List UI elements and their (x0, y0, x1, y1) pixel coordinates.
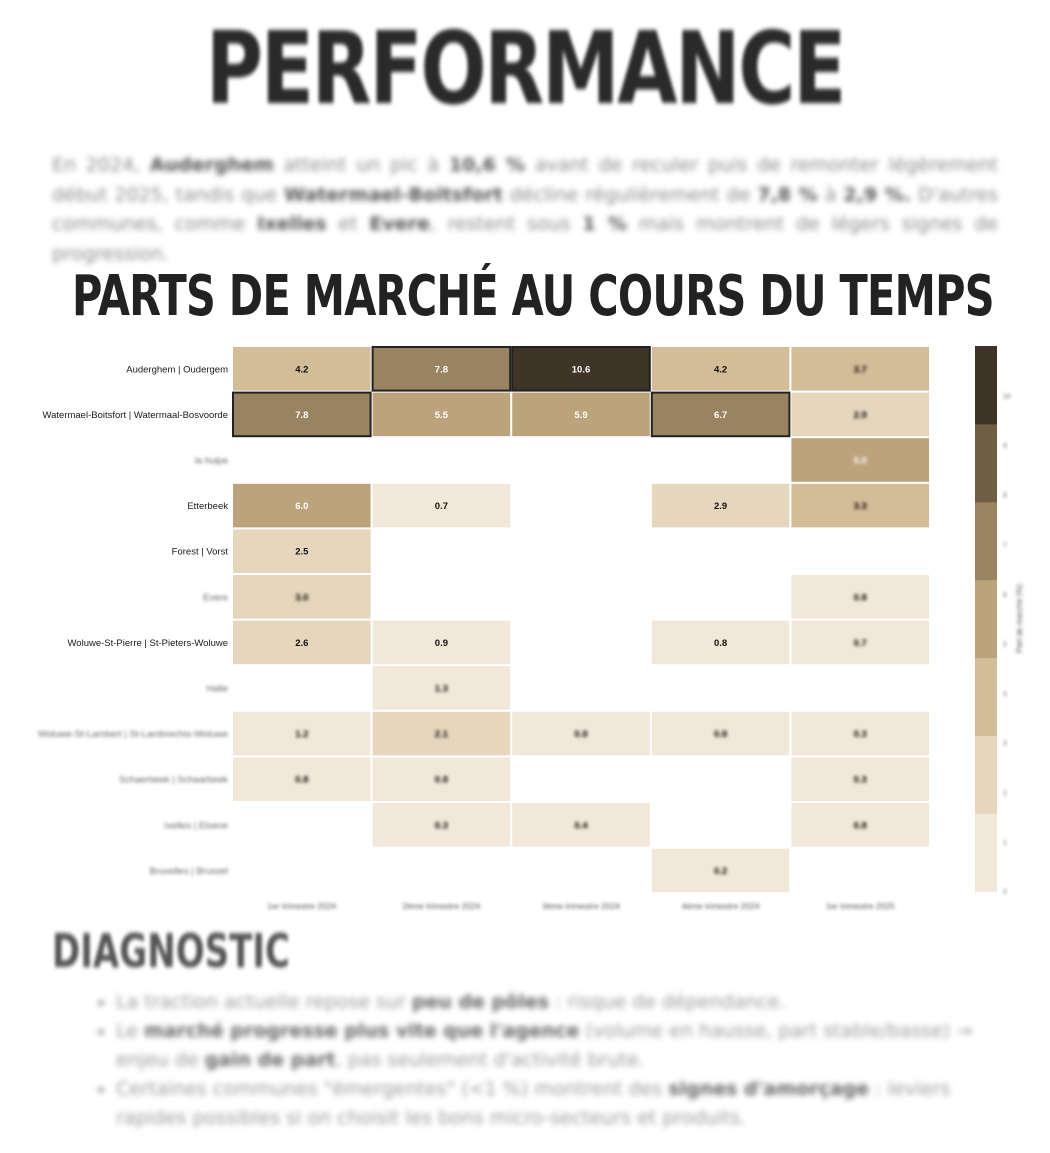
cell-value-label: 7.8 (295, 409, 309, 421)
cell-value-label: 2.9 (713, 501, 728, 513)
row-label: Watermael-Boitsfort | Watermaal-Bosvoorde (42, 409, 228, 421)
row-label: Forest | Vorst (171, 546, 228, 558)
cell-value-label: 3.3 (853, 501, 867, 513)
cell-value-label: 2.6 (295, 637, 309, 649)
diagnostic-item (116, 988, 976, 1017)
colorbar-segment (975, 813, 997, 891)
intro-run: 10,6 % (448, 154, 526, 176)
intro-run: Watermael-Boitsfort (284, 183, 503, 206)
column-label: 1er trimestre 2025 (825, 901, 895, 912)
diagnostic-run: La traction actuelle repose sur (116, 991, 412, 1013)
cell-value-label: 0.9 (434, 637, 449, 649)
cell-value-label: 4.2 (713, 364, 728, 376)
column-label: 2ème trimestre 2024 (402, 901, 481, 912)
diagnostic-run: peu de pôles (411, 991, 549, 1013)
colorbar-segment (975, 424, 997, 502)
intro-run: atteint un pic à (273, 154, 449, 176)
cell-value-label: 0.3 (853, 774, 867, 786)
diagnostic-title: DIAGNOSTIC (52, 924, 291, 978)
colorbar-label: Part de marché (%) (1015, 583, 1024, 654)
intro-run: 7,8 % (757, 183, 818, 206)
colorbar-tick-label: 10 (1003, 393, 1011, 401)
row-label: Etterbeek (187, 501, 228, 513)
colorbar-segment (975, 580, 997, 658)
row-label: Schaerbeek | Schaarbeek (118, 774, 228, 786)
cell-value-label: 0.8 (295, 774, 309, 786)
diagnostic-run: (volume en hausse, part stable/basse) → enjeu de (116, 1020, 973, 1071)
row-label: Woluwe-St-Pierre | St-Pieters-Woluwe (67, 637, 228, 649)
intro-run: Auderghem (149, 154, 274, 176)
intro-run: Evere (369, 213, 430, 235)
cell-value-label: 7.8 (434, 364, 449, 376)
diagnostic-run: : leviers rapides possibles si on choisit les bons micro-secteurs et produits. (116, 1078, 951, 1129)
colorbar-segment (975, 658, 997, 736)
colorbar-segment (975, 735, 997, 813)
colorbar-tick-label: 1 (1003, 839, 1007, 847)
cell-value-label: 0.8 (713, 729, 728, 741)
intro-run: D'autres communes, comme (52, 183, 998, 235)
diagnostic-run: signes d'amorçage (668, 1078, 870, 1100)
cell-value-label: 6.0 (295, 501, 309, 513)
colorbar-tick-label: 0 (1003, 889, 1007, 897)
intro-run: 2,9 %. (843, 183, 911, 206)
intro-run: , restent sous (429, 213, 583, 235)
intro-run: En 2024, (52, 154, 150, 176)
heatmap-chart (0, 340, 1050, 930)
colorbar-tick-label: 5 (1003, 641, 1007, 649)
cell-value-label: 0.3 (853, 729, 867, 741)
diagnostic-item (116, 1075, 976, 1133)
cell-value-label: 5.9 (574, 409, 588, 421)
colorbar-tick-label: 9 (1003, 443, 1007, 451)
column-label: 3ème trimestre 2024 (542, 901, 620, 912)
intro-run: avant de reculer puis de remonter légèrement début 2025, tandis que (52, 154, 999, 206)
diagnostic-run: , pas seulement d'activité brute. (335, 1049, 645, 1071)
intro-run: Ixelles (257, 213, 327, 235)
cell-value-label: 0.7 (434, 501, 449, 513)
intro-run: décline régulièrement de (502, 183, 758, 206)
cell-value-label: 2.9 (853, 409, 867, 421)
cell-value-label: 0.4 (574, 820, 588, 832)
intro-run: 1 % (582, 213, 627, 235)
cell-value-label: 6.7 (713, 409, 728, 421)
column-label: 1er trimestre 2024 (267, 901, 337, 912)
cell-value-label: 5.0 (853, 455, 867, 467)
colorbar-tick-label: 4 (1003, 690, 1007, 698)
cell-value-label: 0.7 (853, 637, 867, 649)
cell-value-label: 1.2 (295, 729, 309, 741)
cell-value-label: 1.3 (434, 683, 449, 695)
cell-value-label: 10.6 (571, 364, 591, 376)
cell-value-label: 0.2 (713, 865, 728, 877)
diagnostic-run: Certaines communes "émergentes" (<1 %) montrent des (116, 1078, 669, 1100)
row-label: Woluwe-St-Lambert | St-Lambrechts-Woluwe (37, 729, 228, 741)
diagnostic-item (116, 1017, 976, 1075)
cell-value-label: 5.5 (434, 409, 449, 421)
cell-value-label: 0.8 (713, 637, 728, 649)
row-label: Ixelles | Elsene (164, 820, 228, 832)
row-label: Evere (203, 592, 228, 604)
cell-value-label: 0.8 (853, 592, 867, 604)
intro-run: à (817, 183, 844, 206)
row-label: Bruxelles | Brussel (149, 865, 228, 877)
chart-title: PARTS DE MARCHÉ AU COURS DU TEMPS (72, 264, 994, 329)
cell-value-label: 0.8 (853, 820, 867, 832)
colorbar-tick-label: 3 (1003, 740, 1007, 748)
column-label: 4ème trimestre 2024 (681, 901, 760, 912)
cell-value-label: 3.7 (853, 364, 867, 376)
colorbar-tick-label: 2 (1003, 790, 1007, 798)
diagnostic-run: Le (116, 1020, 144, 1042)
cell-value-label: 4.2 (295, 364, 309, 376)
cell-value-label: 0.8 (574, 729, 588, 741)
colorbar-segment (975, 346, 997, 424)
intro-run: mais montrent de légers signes de progression. (52, 213, 998, 265)
colorbar-segment (975, 502, 997, 580)
colorbar-tick-label: 7 (1003, 542, 1007, 550)
diagnostic-run: gain de part (204, 1049, 336, 1071)
row-label: Halle (206, 683, 228, 695)
row-label: la hulpe (194, 455, 228, 467)
cell-value-label: 2.1 (434, 729, 449, 741)
diagnostic-run: marché progresse plus vite que l'agence (143, 1020, 580, 1042)
diagnostic-list (90, 988, 976, 1133)
cell-value-label: 3.0 (295, 592, 309, 604)
page-title: PERFORMANCE (205, 10, 845, 127)
intro-run: et (326, 213, 370, 235)
diagnostic-run: : risque de dépendance. (548, 991, 786, 1013)
intro-paragraph (52, 151, 998, 269)
row-label: Auderghem | Oudergem (126, 364, 228, 376)
colorbar-tick-label: 6 (1003, 591, 1007, 599)
cell-value-label: 2.5 (295, 546, 309, 558)
cell-value-label: 0.3 (434, 820, 449, 832)
colorbar-tick-label: 8 (1003, 492, 1007, 500)
cell-value-label: 0.8 (434, 774, 449, 786)
